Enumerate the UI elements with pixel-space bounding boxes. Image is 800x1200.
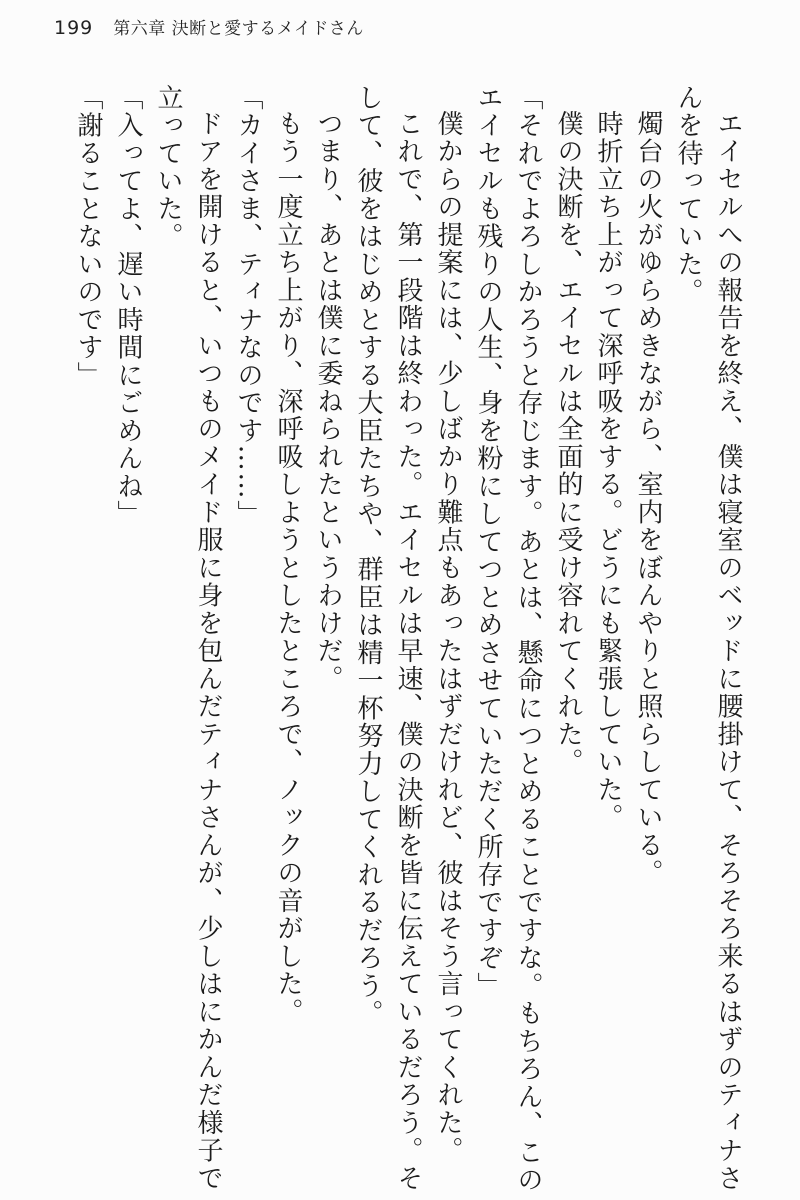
paragraph: ドアを開けると、いつものメイド服に身を包んだティナさんが、少しはにかんだ様子で立っていた。: [153, 84, 223, 1193]
chapter-title: 第六章 決断と愛するメイドさん: [113, 19, 364, 39]
page-header: [54, 14, 364, 39]
paragraph: 燭台の火がゆらめきながら、室内をぼんやりと照らしている。: [633, 110, 663, 887]
paragraph: これで、第一段階は終わった。エイセルは早速、僕の決断を皆に伝えているだろう。そして、彼をはじめとする大臣たちや、群臣は精一杯努力してくれるだろう。: [353, 84, 423, 1193]
paragraph: 僕の決断を、エイセルは全面的に受け容れてくれた。: [553, 110, 583, 776]
paragraph: 時折立ち上がって深呼吸をする。どうにも緊張していた。: [593, 110, 623, 832]
paragraph: 「謝ることないのです」: [73, 84, 103, 390]
paragraph: つまり、あとは僕に委ねられたというわけだ。: [313, 110, 343, 693]
paragraph: 僕からの提案には、少しばかり難点もあったはずだけれど、彼はそう言ってくれた。: [433, 110, 463, 1165]
paragraph: 「それでよろしかろうと存じます。あとは、懸命につとめることですな。もちろん、このエイセルも残りの人生、身を粉にしてつとめさせていただく所存ですぞ」: [473, 84, 543, 1194]
paragraph: 「入ってよ、遅い時間にごめんね」: [113, 84, 143, 528]
paragraph: もう一度立ち上がり、深呼吸しようとしたところで、ノックの音がした。: [273, 110, 303, 1026]
paragraph: 「カイさま、ティナなのです……」: [233, 84, 263, 528]
novel-body-text: [68, 84, 748, 1199]
paragraph: エイセルへの報告を終え、僕は寝室のベッドに腰掛けて、そろそろ来るはずのティナさんを待っていた。: [673, 84, 743, 1193]
page-number: 199: [54, 17, 94, 39]
